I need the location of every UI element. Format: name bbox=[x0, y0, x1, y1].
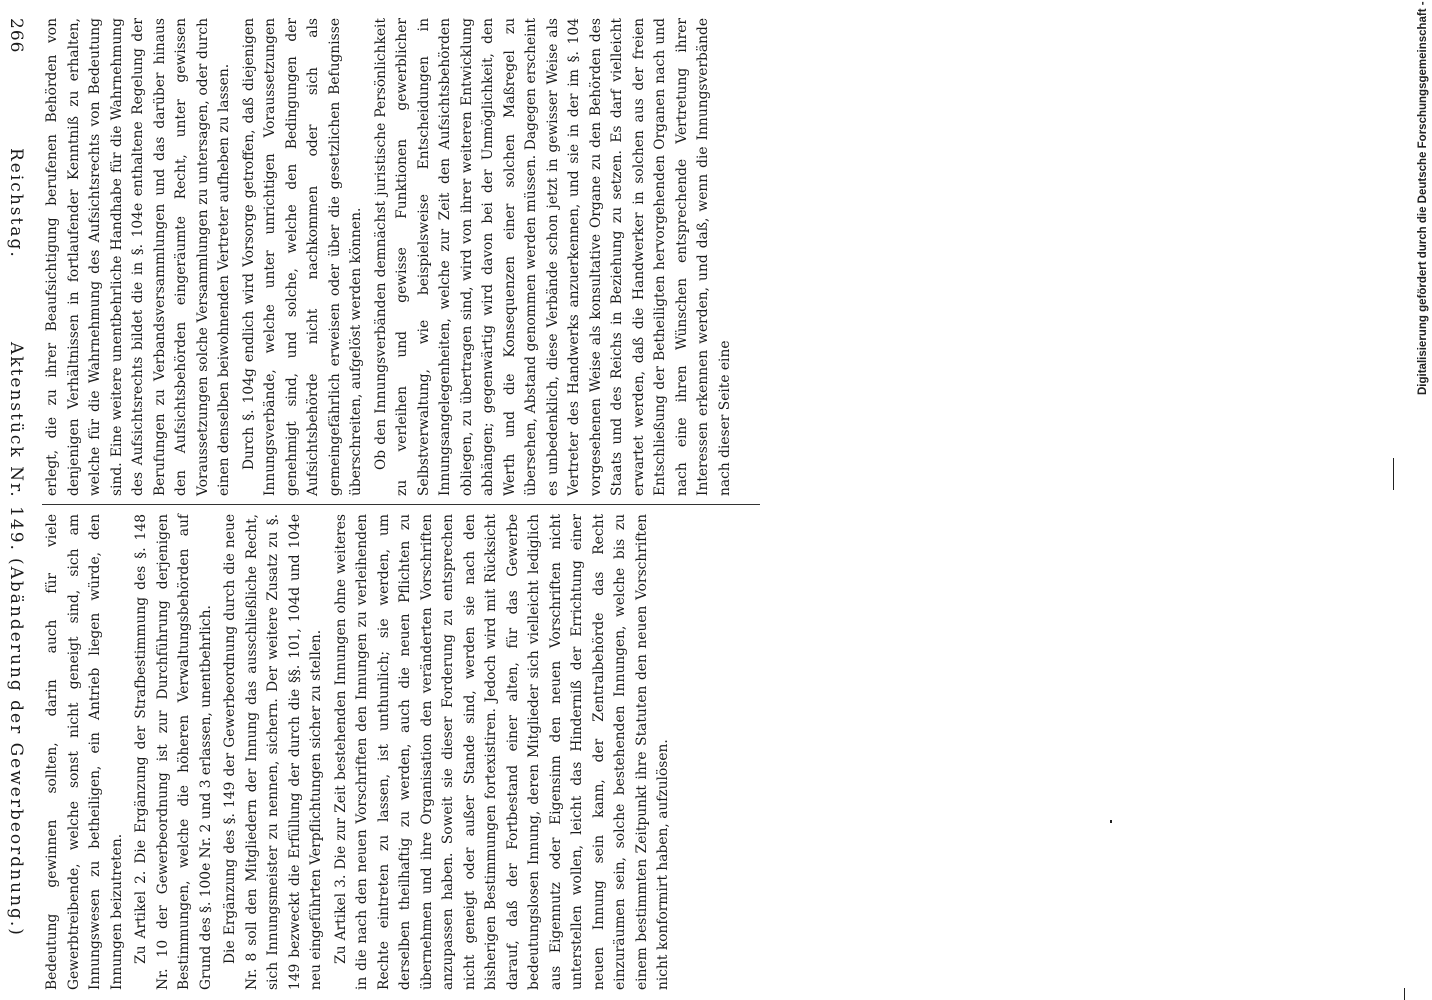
left-paragraph-3: Ob den Innungsverbänden demnächst juristische Persönlichkeit zu verleihen und gewisse Funktionen gewerblicher Selbstverwaltung, wie beispielsweise Entscheidungen in Innungsangelegenheiten, welche zur Zeit den Aufsichtsbehörden obliegen, zu übertragen sind, wird von ihrer weiteren Entwicklung abhängen; gegenwärtig wird davon bei der Unmöglichkeit, den Werth und die Konsequenzen einer solchen Maßregel zu übersehen, Abstand genommen werden müssen. Dagegen erscheint es unbedenklich, diese Verbände schon jetzt in gewisser Weise als Vertreter des Handwerks anzuerkennen, und sie in der im §. 104 vorgesehenen Weise als konsultative Organe zu den Behörden des Staats und des Reichs in Beziehung zu setzen. Es darf vielleicht erwartet werden, daß die Handwerker in solchen aus der freien Entschließung der Betheiligten hervorgehenden Organen nach und nach eine ihren Wünschen entsprechende Vertretung ihrer Interessen erkennen werden, und daß, wenn die Innungsverbände nach dieser Seite eine bbox=[372, 18, 733, 496]
right-column bbox=[42, 514, 760, 990]
left-column bbox=[42, 18, 760, 496]
running-title: Reichstag. bbox=[6, 148, 26, 259]
column-divider bbox=[42, 504, 760, 505]
left-paragraph-1: erlegt, die zu ihrer Beaufsichtigung berufenen Behörden von denjenigen Verhältnissen in fortlaufender Kenntniß zu erhalten, welche für die Wahrnehmung des Aufsichtsrechts von Bedeutung sind. Eine weitere unentbehrliche Handhabe für die Wahrnehmung des Aufsichtsrechts bildet die in §. 104e enthaltene Regelung der Berufungen zu Verbandsversammlungen und das darüber hinaus den Aufsichtsbehörden eingeräumte Recht, unter gewissen Voraussetzungen solche Versammlungen zu untersagen, oder durch einen denselben beiwohnenden Vertreter aufheben zu lassen. bbox=[44, 18, 232, 496]
right-paragraph-2: Zu Artikel 2. Die Ergänzung der Strafbestimmung des §. 148 Nr. 10 der Gewerbeordnung ist zur Durchführung derjenigen Bestimmungen, welche die höheren Verwaltungsbehörden auf Grund des §. 100e Nr. 2 und 3 erlassen, unentbehrlich. bbox=[133, 514, 214, 990]
scan-mark bbox=[1110, 820, 1112, 823]
scan-mark bbox=[1404, 988, 1405, 1000]
page-number: 266 bbox=[6, 18, 26, 54]
right-paragraph-4: Zu Artikel 3. Die zur Zeit bestehenden Innungen ohne weiteres in die nach den neuen Vorschriften den Innungen zu verleihenden Rechte eintreten zu lassen, ist unthunlich; sie werden, um derselben theilhaftig zu werden, auch die neuen Pflichten zu übernehmen und ihre Organisation den veränderten Vorschriften anzupassen haben. Soweit sie dieser Forderung zu entsprechen nicht geneigt oder außer Stande sind, werden sie nach den bisherigen Bestimmungen fortexistiren. Jedoch wird mit Rücksicht darauf, daß der Fortbestand einer alten, für das Gewerbe bedeutungslosen Innung, deren Mitglieder sich vielleicht lediglich aus Eigennutz oder Eigensinn den neuen Vorschriften nicht unterstellen wollen, leicht das Hinderniß der Errichtung einer neuen Innung sein kann, der Zentralbehörde das Recht einzuräumen sein, solche bestehenden Innungen, welche bis zu einem bestimmten Zeitpunkt ihre Statuten den neuen Vorschriften nicht konformirt haben, aufzulösen. bbox=[332, 514, 671, 990]
page-header bbox=[0, 18, 32, 990]
credit-text: Digitalisierung gefördert durch die Deutsche Forschungsgemeinschaft - bbox=[1417, 1, 1429, 395]
section-title: Aktenstück Nr. 149. bbox=[6, 342, 26, 552]
subject-title: (Abänderung der Gewerbeordnung.) bbox=[6, 558, 26, 937]
scan-mark bbox=[1393, 458, 1394, 490]
right-paragraph-3: Die Ergänzung des §. 149 der Gewerbeordnung durch die neue Nr. 8 soll den Mitgliedern der Innung das ausschließliche Recht, sich Innungsmeister zu nennen, sichern. Der weitere Zusatz zu §. 149 bezweckt die Erfüllung der durch die §§. 101, 104d und 104e neu eingeführten Verpflichtungen sicher zu stellen. bbox=[222, 514, 324, 990]
dfg-credit-strip bbox=[1413, 1, 1432, 395]
left-paragraph-2: Durch §. 104g endlich wird Vorsorge getroffen, daß diejenigen Innungsverbände, welche unter unrichtigen Voraussetzungen genehmigt sind, und solche, welche den Bedingungen der Aufsichtsbehörde nicht nachkommen oder sich als gemeingefährlich erweisen oder über die gesetzlichen Befugnisse überschreiten, aufgelöst werden können. bbox=[240, 18, 364, 496]
right-paragraph-1: Bedeutung gewinnen sollten, darin auch für viele Gewerbtreibende, welche sonst nicht geneigt sind, sich am Innungswesen zu betheiligen, ein Antrieb liegen würde, den Innungen beizutreten. bbox=[44, 514, 125, 990]
